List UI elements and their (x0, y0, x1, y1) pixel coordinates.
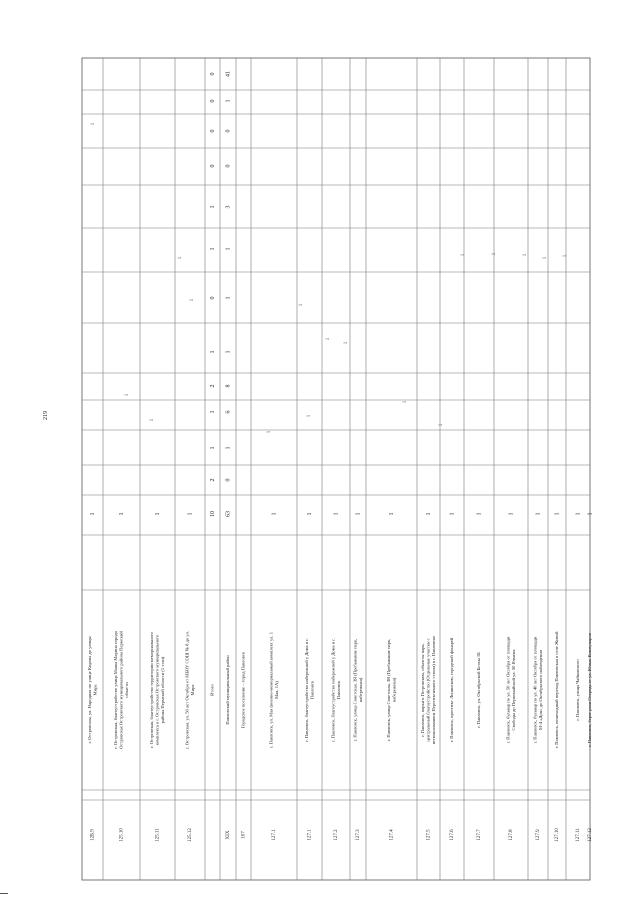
row-name: г. Островская, благоустройство улица Маяка Марина города (113, 631, 119, 749)
row-value: 1 (209, 205, 216, 209)
table-border (82, 58, 590, 880)
cell-mark: 1 (439, 423, 444, 427)
row-name: г. Павловск, бульвар по ул. 50 лет Октября от площади (505, 636, 511, 744)
row-number: 127.1 (307, 829, 313, 841)
row-value: 0 (209, 99, 216, 103)
row-number: 125.12 (188, 828, 194, 842)
row-number: 125.10 (119, 828, 125, 842)
row-count: 1 (587, 512, 594, 516)
row-count: 1 (575, 512, 582, 516)
row-count: 1 (187, 512, 194, 516)
row-name: г. Павловск, ул. Мая (военно-мемориальный комплекс ул. 1 (268, 631, 274, 749)
row-name: г. Павловск, улица Советская, ЗЯ (Пребывание парк, (385, 638, 391, 742)
row-name: центральный благоустройство (Отдельные участки с (425, 638, 431, 742)
row-value: 0 (225, 164, 232, 168)
row-value: 0 (225, 129, 232, 133)
cell-mark: 1 (178, 256, 183, 260)
row-value: 0 (209, 164, 216, 168)
row-name: набережная) (357, 677, 363, 703)
cell-mark: 1 (563, 254, 568, 258)
row-name: использованием Перспективного ствола) в г. Павловске (431, 635, 437, 745)
row-count: 1 (508, 512, 515, 516)
row-name: Островская Островского муниципального района Пермский (118, 631, 124, 749)
cell-mark: 1 (461, 253, 466, 257)
row-value: 0 (209, 129, 216, 133)
row-value: 1 (225, 99, 232, 103)
row-name: г. Павловск, проспект Ленинском, городской фонарей (449, 637, 455, 743)
row-count: 1 (355, 512, 362, 516)
cell-mark: 1 (492, 252, 497, 256)
row-count: 1 (425, 512, 432, 516)
row-count: 1 (271, 512, 278, 516)
row-count: 1 (554, 512, 561, 516)
cell-mark: 1 (299, 303, 304, 307)
row-name: набережная) (391, 677, 397, 703)
row-name: Городское поселение – город Павловск (240, 651, 246, 729)
row-value: 1 (209, 446, 216, 450)
cell-mark: 1 (91, 122, 96, 126)
footer-mark (0, 893, 8, 894)
row-number: 127.3 (356, 829, 362, 841)
row-name: Итого (209, 684, 215, 696)
row-name: Мая, 1А) (273, 681, 279, 699)
row-name: Павловск (309, 680, 315, 700)
cell-mark: 1 (523, 253, 528, 257)
row-name: г. Павловск, улица Чайковского (575, 659, 581, 721)
page-number: 219 (43, 411, 49, 420)
row-number: XIX (226, 830, 232, 840)
row-name: г. Павловск, благоустройство набережной у Дома и г. (303, 638, 309, 742)
row-count: 1 (388, 512, 395, 516)
cell-mark: 1 (326, 337, 331, 341)
row-name: М-4 «Дон» до Октябрьского наблюдения (537, 650, 543, 730)
row-number: 127.4 (389, 829, 395, 841)
row-name: Павловский муниципальный район (225, 655, 231, 725)
row-number: 12Б.9 (90, 829, 96, 841)
cell-mark: 1 (190, 298, 195, 302)
row-value: 2 (209, 384, 216, 388)
cell-mark: 1 (125, 393, 130, 397)
row-name: г. Островская, ул. Народная по улице Кирова до улицы (86, 636, 92, 744)
row-value: 0 (209, 72, 216, 76)
row-count: 1 (535, 512, 542, 516)
row-number: 125.11 (155, 828, 161, 842)
cell-mark: 1 (344, 341, 349, 345)
row-name: комплекса в г. Островская Островского муниципального (154, 634, 160, 746)
row-value: 8 (225, 384, 232, 388)
row-count: 63 (225, 511, 232, 517)
row-name: области (124, 682, 130, 698)
row-number: 127.8 (509, 829, 515, 841)
cell-mark: 1 (543, 256, 548, 260)
row-count: 1 (449, 512, 456, 516)
row-number: 127.9 (536, 829, 542, 841)
row-value: 3 (225, 205, 232, 209)
row-number: 127.11 (576, 828, 582, 842)
row-value: 2 (209, 478, 216, 482)
row-name: Мира (92, 684, 98, 696)
row-count: 1 (306, 512, 313, 516)
row-count: 1 (89, 512, 96, 516)
row-value: 1 (225, 247, 232, 251)
row-value: 1 (225, 296, 232, 300)
row-count: 1 (118, 512, 125, 516)
row-count: 1 (154, 512, 161, 516)
row-name: г. Островская, ул. 50 лет Октября от МБОУ СОШ № 8 до ул. (184, 631, 190, 749)
row-name: г. Павловск, парки в Петровском, объекты парк, (420, 643, 426, 737)
row-number: 127.6 (450, 829, 456, 841)
row-number: 127.2 (334, 829, 340, 841)
row-value: 1 (209, 350, 216, 354)
row-number: 107 (241, 831, 247, 839)
row-value: 0 (209, 296, 216, 300)
row-name: района Пермской области (1 этап) (160, 656, 166, 724)
row-name: г. Островская, благоустройство территории мемориального (149, 632, 155, 748)
row-number: 127.1 (272, 829, 278, 841)
row-name: г. Павловск, берег реки Осередь от ул. Юных Коммунаров (587, 633, 593, 747)
cell-mark: 1 (403, 400, 408, 404)
row-name: г. Павловск, улица Советская, ЗЯ (Пребывание парк, (352, 638, 358, 742)
row-count: 10 (209, 511, 216, 517)
cell-mark: 1 (267, 430, 272, 434)
row-number: 127.10 (555, 828, 561, 842)
row-value: 1 (209, 410, 216, 414)
row-number: 127.5 (426, 829, 432, 841)
row-number: 127.7 (477, 829, 483, 841)
row-name: г. Павловск, благоустройство набережной у Дома и г. (330, 638, 336, 742)
row-number: 127.12 (588, 828, 594, 842)
row-name: г. Павловск, ул. Октябрьской Ботвы 1Б (476, 652, 482, 728)
row-count: 1 (476, 512, 483, 516)
cell-mark: 1 (307, 414, 312, 418)
row-value: 1 (209, 247, 216, 251)
row-name: г. Павловск, пешеходный переход Павловская в селе Живой (554, 631, 560, 749)
row-value: 1 (225, 350, 232, 354)
row-value: 6 (225, 410, 232, 414)
row-value: 1 (225, 446, 232, 450)
row-value: 41 (225, 71, 232, 77)
row-count: 1 (333, 512, 340, 516)
row-name: Павловск (335, 680, 341, 700)
row-name: Свободы до Первомайской ул. 50 Ячменя (510, 649, 516, 731)
row-value: 0 (225, 478, 232, 482)
row-name: г. Павловск, бульвар по ул. 40 лет Октября от площади (532, 636, 538, 744)
cell-mark: 1 (150, 418, 155, 422)
row-name: Мира (189, 684, 195, 696)
